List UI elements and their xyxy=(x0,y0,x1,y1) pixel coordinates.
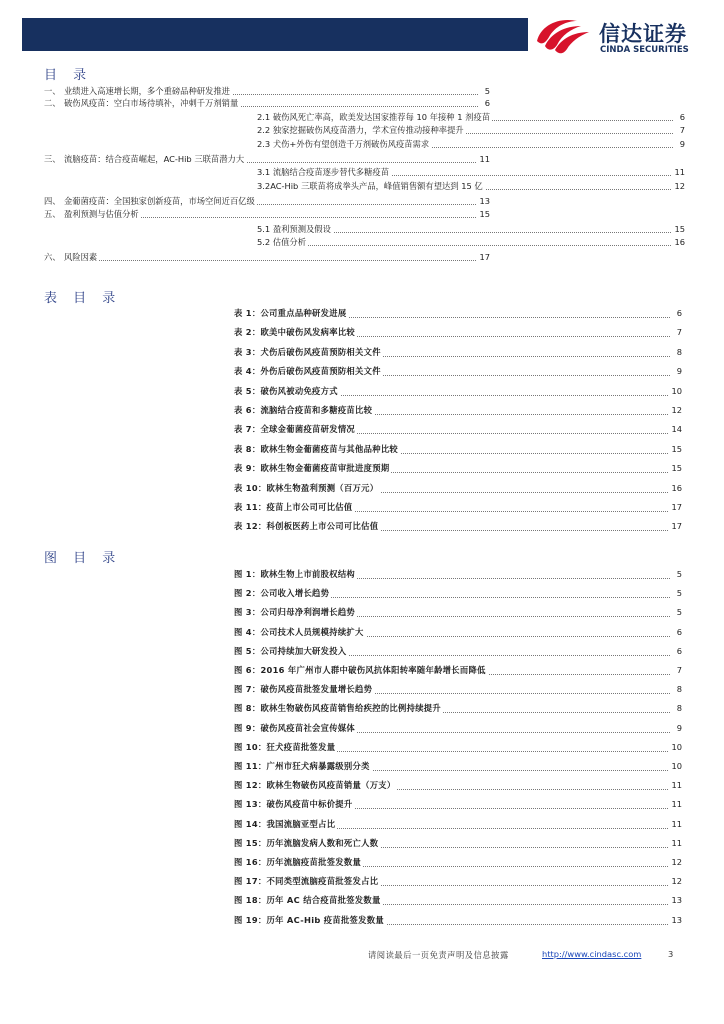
toc-item[interactable] xyxy=(257,236,685,248)
toc-item-heading xyxy=(44,153,246,165)
table-list-item-text: 表 11：疫苗上市公司可比估值 xyxy=(234,502,353,512)
figure-list-item-text: 图 13：破伤风疫苗中标价提升 xyxy=(234,799,353,810)
toc-item-heading xyxy=(257,124,466,136)
toc-item-text: 5.2 估值分析 xyxy=(257,237,307,247)
toc-item-page: 5 xyxy=(484,86,490,96)
table-list-item-page: 17 xyxy=(671,521,682,532)
toc-item-page: 17 xyxy=(479,252,490,262)
figure-list-item-page: 6 xyxy=(676,626,682,637)
figure-list-item-text: 图 2：公司收入增长趋势 xyxy=(234,588,330,599)
toc-item-page: 15 xyxy=(674,224,685,234)
footer-page-number: 3 xyxy=(668,949,674,959)
figure-list-item[interactable] xyxy=(234,855,682,869)
toc-item-text: 风险因素 xyxy=(64,252,98,262)
toc-item-page: 11 xyxy=(674,167,685,177)
toc-item-page: 11 xyxy=(479,154,490,164)
toc-item[interactable] xyxy=(257,111,685,123)
toc-item-text: 3.1 流脑结合疫苗逐步替代多糖疫苗 xyxy=(257,167,389,177)
toc-item-page: 12 xyxy=(674,181,685,191)
figure-list-item-page: 13 xyxy=(671,914,682,925)
figure-list-item[interactable] xyxy=(234,740,682,754)
figure-list-item[interactable] xyxy=(234,644,682,658)
figure-list-item[interactable] xyxy=(234,836,682,850)
figure-list-item-page: 11 xyxy=(671,780,682,791)
toc-item-text: 业绩进入高速增长期，多个重磅品种研发推进 xyxy=(64,86,230,96)
figure-list-item-text: 图 17：不同类型流脑疫苗批签发占比 xyxy=(234,876,379,887)
toc-item-page: 9 xyxy=(679,139,685,149)
table-list-item-page: 15 xyxy=(671,443,682,454)
table-list-item-text: 表 10：欧林生物盈利预测（百万元） xyxy=(234,482,379,493)
toc-item[interactable] xyxy=(44,153,490,165)
table-list-item[interactable] xyxy=(234,442,682,456)
toc-item-heading xyxy=(257,166,391,178)
toc-item-text: 2.1 破伤风死亡率高，欧美发达国家推荐每 10 年接种 1 剂疫苗 xyxy=(257,112,491,122)
figure-list-item-page: 6 xyxy=(676,645,682,656)
figure-list-item-page: 7 xyxy=(676,665,682,675)
toc-item[interactable] xyxy=(257,166,685,178)
figure-list-item[interactable] xyxy=(234,663,682,677)
table-list-item-page: 17 xyxy=(671,502,682,512)
figure-list-item-text: 图 10：狂犬疫苗批签发量 xyxy=(234,741,336,752)
toc-item-heading xyxy=(257,111,492,123)
toc-item-number: 六、 xyxy=(44,252,61,262)
header-bar xyxy=(22,18,528,51)
table-list-item[interactable] xyxy=(234,306,682,320)
figure-list-item-page: 10 xyxy=(671,741,682,752)
figure-list-item-text: 图 12：欧林生物破伤风疫苗销量（万支） xyxy=(234,780,396,791)
toc-item-heading xyxy=(257,236,308,248)
toc-item[interactable] xyxy=(44,208,490,220)
table-list-item-text: 表 3：犬伤后破伤风疫苗预防相关文件 xyxy=(234,346,381,357)
figure-list-item-text: 图 7：破伤风疫苗批签发量增长趋势 xyxy=(234,684,373,695)
figure-list-item-page: 10 xyxy=(671,761,682,771)
figure-list-item[interactable] xyxy=(234,721,682,735)
figure-list-item[interactable] xyxy=(234,893,682,907)
figure-list-item-text: 图 18：历年 AC 结合疫苗批签发数量 xyxy=(234,895,381,906)
toc-item-page: 6 xyxy=(484,98,490,108)
table-list-item[interactable] xyxy=(234,461,682,475)
figure-list-item-text: 图 5：公司持续加大研发投入 xyxy=(234,645,347,656)
toc-item-number: 五、 xyxy=(44,209,61,219)
figure-list-item-text: 图 15：历年流脑发病人数和死亡人数 xyxy=(234,837,379,848)
footer-link[interactable]: http://www.cindasc.com xyxy=(542,949,642,959)
figure-list-item-page: 12 xyxy=(671,857,682,867)
table-list-item[interactable] xyxy=(234,384,682,398)
table-list-item-page: 14 xyxy=(671,424,682,435)
toc-item-number: 四、 xyxy=(44,196,61,206)
figure-list-item-page: 11 xyxy=(671,818,682,829)
figure-list-item[interactable] xyxy=(234,701,682,715)
figure-list-item[interactable] xyxy=(234,913,682,927)
table-list-item-page: 15 xyxy=(671,463,682,474)
figure-list-item-page: 8 xyxy=(676,684,682,695)
table-list-item[interactable] xyxy=(234,325,682,339)
figure-list-item[interactable] xyxy=(234,605,682,619)
toc-item[interactable] xyxy=(257,180,685,192)
table-list-item[interactable] xyxy=(234,519,682,533)
table-list-item-text: 表 1：公司重点品种研发进展 xyxy=(234,308,347,318)
figure-list-item[interactable] xyxy=(234,567,682,581)
table-list-item-text: 表 5：破伤风被动免疫方式 xyxy=(234,385,338,396)
figure-list-item-text: 图 4：公司技术人员规模持续扩大 xyxy=(234,626,364,637)
figure-list-item-page: 5 xyxy=(676,569,682,579)
figure-list-item[interactable] xyxy=(234,586,682,600)
figure-list-item[interactable] xyxy=(234,817,682,831)
figure-list-item-page: 5 xyxy=(676,607,682,618)
figure-list-item[interactable] xyxy=(234,778,682,792)
brand-name-cn: 信达证券 xyxy=(599,22,687,46)
figure-list-item-page: 12 xyxy=(671,876,682,887)
table-list-item-page: 7 xyxy=(676,327,682,338)
toc-item-heading xyxy=(44,208,141,220)
toc-title: 目 录 xyxy=(44,68,93,83)
toc-item[interactable] xyxy=(44,97,490,109)
toc-item-text: 2.3 犬伤+外伤有望创造千万剂破伤风疫苗需求 xyxy=(257,139,430,149)
toc-item-page: 7 xyxy=(679,125,685,135)
table-list-item-text: 表 7：全球金葡菌疫苗研发情况 xyxy=(234,424,356,435)
table-list-item-text: 表 9：欧林生物金葡菌疫苗审批进度预期 xyxy=(234,463,390,474)
toc-item-heading xyxy=(257,138,431,150)
table-list-item-text: 表 12：科创板医药上市公司可比估值 xyxy=(234,521,379,532)
dot-leader xyxy=(44,251,478,261)
cinda-logo-icon xyxy=(533,14,595,56)
table-list-item-page: 16 xyxy=(671,482,682,493)
table-list-item-page: 6 xyxy=(676,308,682,318)
toc-item[interactable] xyxy=(44,85,490,97)
figure-list-item-text: 图 6：2016 年广州市人群中破伤风抗体阳转率随年龄增长而降低 xyxy=(234,665,486,675)
figure-list-item-page: 13 xyxy=(671,895,682,906)
toc-item-heading xyxy=(44,251,99,263)
toc-item[interactable] xyxy=(257,223,685,235)
table-list-item[interactable] xyxy=(234,403,682,417)
toc-item-number: 二、 xyxy=(44,98,61,108)
toc-item-text: 盈利预测与估值分析 xyxy=(64,209,139,219)
toc-item[interactable] xyxy=(44,251,490,263)
brand-logo xyxy=(533,14,708,56)
table-list-item-page: 10 xyxy=(671,385,682,396)
toc-item-number: 一、 xyxy=(44,86,61,96)
table-list-item[interactable] xyxy=(234,364,682,378)
figure-list-item[interactable] xyxy=(234,759,682,773)
table-list-item-text: 表 4：外伤后破伤风疫苗预防相关文件 xyxy=(234,366,381,377)
table-list-item[interactable] xyxy=(234,500,682,514)
figure-list-item-text: 图 9：破伤风疫苗社会宣传媒体 xyxy=(234,722,356,733)
toc-item-heading xyxy=(44,97,240,109)
toc-item[interactable] xyxy=(44,195,490,207)
figure-list-item-text: 图 14：我国流脑亚型占比 xyxy=(234,818,336,829)
table-list-item-text: 表 8：欧林生物金葡菌疫苗与其他品种比较 xyxy=(234,443,399,454)
figure-list-item[interactable] xyxy=(234,625,682,639)
toc-item[interactable] xyxy=(257,124,685,136)
toc-item-heading xyxy=(257,223,333,235)
table-list-item-text: 表 2：欧美中破伤风发病率比较 xyxy=(234,327,356,338)
figure-list-item-text: 图 3：公司归母净利润增长趋势 xyxy=(234,607,356,618)
figures-list-title: 图 目 录 xyxy=(44,551,122,566)
toc-item-text: 5.1 盈利预测及假设 xyxy=(257,224,331,234)
toc-item-text: 流脑疫苗：结合疫苗崛起，AC-Hib 三联苗潜力大 xyxy=(64,154,245,164)
figure-list-item-page: 11 xyxy=(671,799,682,810)
toc-item-text: 金葡菌疫苗：全国独家创新疫苗，市场空间近百亿级 xyxy=(64,196,255,206)
figure-list-item-text: 图 1：欧林生物上市前股权结构 xyxy=(234,569,356,579)
toc-item-page: 6 xyxy=(679,112,685,122)
table-list-item[interactable] xyxy=(234,481,682,495)
dot-leader xyxy=(257,236,673,246)
table-list-item-text: 表 6：流脑结合疫苗和多糖疫苗比较 xyxy=(234,405,373,415)
table-list-item[interactable] xyxy=(234,345,682,359)
figure-list-item-page: 8 xyxy=(676,703,682,714)
figure-list-item[interactable] xyxy=(234,797,682,811)
toc-item-text: 2.2 独家挖掘破伤风疫苗潜力，学术宣传推动接种率提升 xyxy=(257,125,464,135)
figure-list-item-text: 图 11：广州市狂犬病暴露级别分类 xyxy=(234,761,370,771)
toc-item-heading xyxy=(44,195,257,207)
toc-item-heading xyxy=(44,85,232,97)
figure-list-item-page: 11 xyxy=(671,837,682,848)
table-list-item-page: 12 xyxy=(671,405,682,415)
figure-list-item[interactable] xyxy=(234,682,682,696)
tables-list-title: 表 目 录 xyxy=(44,291,122,306)
table-list-item-page: 8 xyxy=(676,346,682,357)
toc-item-page: 13 xyxy=(479,196,490,206)
toc-item-page: 16 xyxy=(674,237,685,247)
toc-item-text: 3.2AC-Hib 三联苗将成拳头产品，峰值销售额有望达到 15 亿 xyxy=(257,181,483,191)
table-list-item[interactable] xyxy=(234,422,682,436)
footer-disclaimer: 请阅读最后一页免责声明及信息披露 xyxy=(368,950,509,960)
figure-list-item-text: 图 8：欧林生物破伤风疫苗销售给疾控的比例持续提升 xyxy=(234,703,441,714)
figure-list-item[interactable] xyxy=(234,874,682,888)
toc-item-number: 三、 xyxy=(44,154,61,164)
toc-item[interactable] xyxy=(257,138,685,150)
toc-item-heading xyxy=(257,180,485,192)
toc-item-page: 15 xyxy=(479,209,490,219)
toc-item-text: 破伤风疫苗：空白市场待填补，冲刺千万剂销量 xyxy=(64,98,239,108)
figure-list-item-page: 9 xyxy=(676,722,682,733)
table-list-item-page: 9 xyxy=(676,366,682,377)
figure-list-item-text: 图 19：历年 AC-Hib 疫苗批签发数量 xyxy=(234,914,384,925)
brand-name-en: CINDA SECURITIES xyxy=(600,45,689,55)
figure-list-item-text: 图 16：历年流脑疫苗批签发数量 xyxy=(234,857,362,867)
figure-list-item-page: 5 xyxy=(676,588,682,599)
